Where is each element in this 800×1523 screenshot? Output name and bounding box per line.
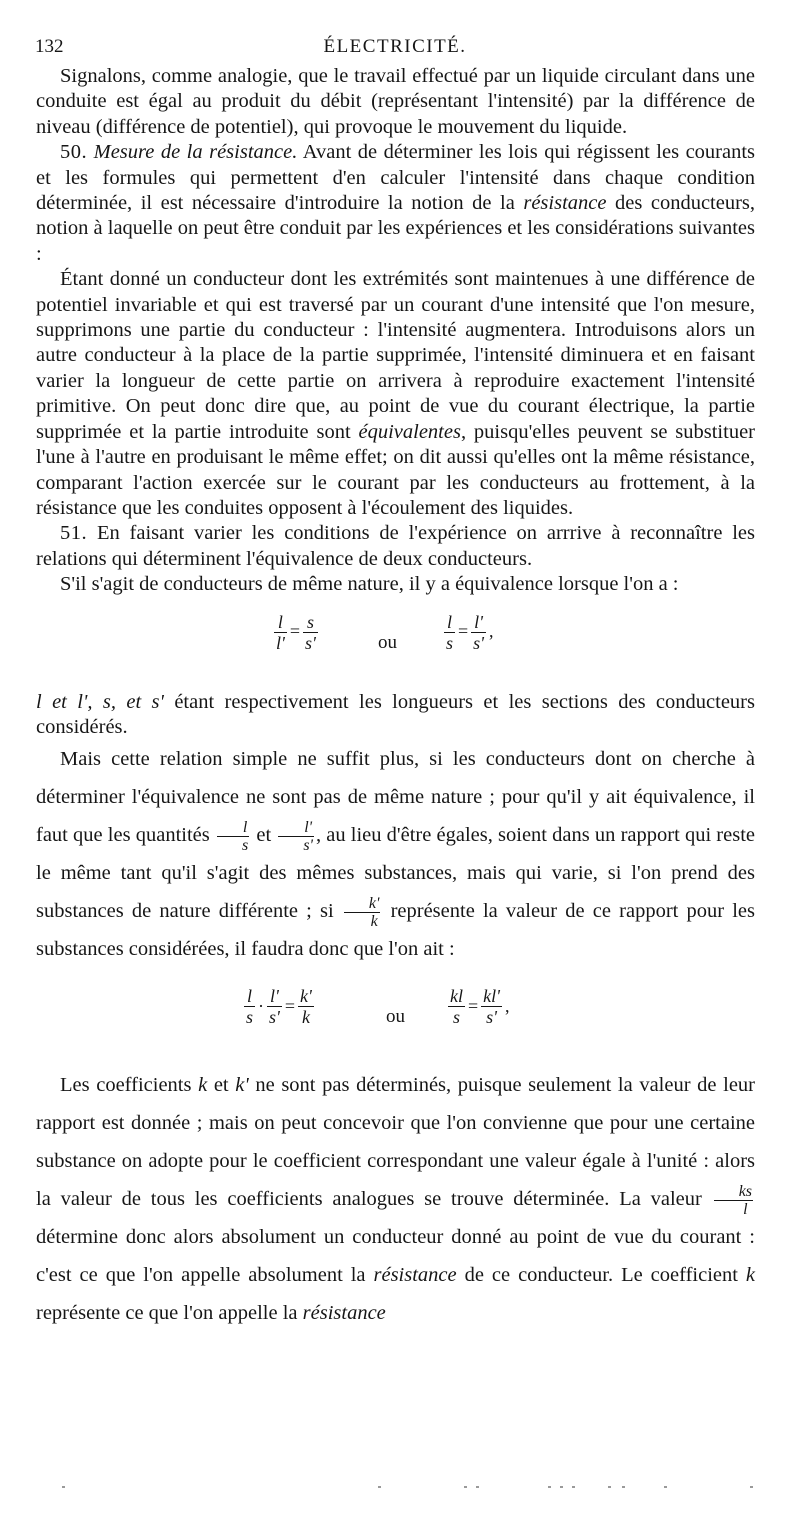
section-50-text-b: des conducteurs, notion à laquelle on peut être conduit par les expériences et les considérations suivantes : bbox=[36, 192, 756, 265]
scan-specks bbox=[60, 1486, 760, 1490]
formula-ou: ou bbox=[386, 1006, 405, 1028]
variables: l et l', s, et s' bbox=[36, 690, 164, 713]
paragraph-definitions bbox=[36, 690, 755, 741]
paragraph-coefficients-text-a: Les coefficients bbox=[60, 1074, 192, 1097]
section-title: Mesure de la résistance. bbox=[93, 141, 298, 164]
paragraph-conducteur-text-a: Étant donné un conducteur dont les extrémités sont maintenues à une différence de potentiel invariable et qui est traversé par un courant d'une intensité que l'on mesure, supprimons une partie du conducteur : l'intensité augmentera. Introduisons alors un autre conducteur à la place de la partie supprimée, l'intensité diminuera et en faisant varier la longueur de cette partie on arrivera à reproduire exactement l'intensité primitive. On peut donc dire que, au point de vue du courant électrique, la partie supprimée et la partie introduite sont bbox=[36, 268, 755, 443]
formula-left: $\frac{l}{l'}$ = $\frac{s}{s'}$ bbox=[276, 611, 316, 653]
paragraph-rapport-text-c: représente la valeur de ce rapport pour les substances considérées, il faudra donc que l'on ait : bbox=[36, 900, 756, 961]
section-51 bbox=[36, 521, 755, 572]
variable-k: k bbox=[198, 1074, 208, 1097]
paragraph-rapport bbox=[36, 740, 755, 968]
fraction: $\frac{s}{s'}$ bbox=[305, 611, 316, 653]
section-51-text: En faisant varier les conditions de l'expérience on arrrive à reconnaître les relations qui déterminent l'équivalence de deux conducteurs. bbox=[36, 522, 756, 570]
conjunction: et bbox=[256, 824, 272, 847]
variable-k: k bbox=[745, 1264, 756, 1287]
fraction: $\frac{kl}{s}$ bbox=[450, 986, 463, 1028]
fraction: $\frac{l'}{s'}$ bbox=[278, 819, 314, 854]
page-body bbox=[36, 64, 755, 1332]
fraction: $\frac{ks}{l}$ bbox=[714, 1183, 753, 1218]
paragraph-coefficients-text-e: représente ce que l'on appelle la bbox=[36, 1302, 298, 1325]
formula-right: $\frac{l}{s}$ = $\frac{l'}{s'}$ , bbox=[446, 611, 494, 653]
fraction: $\frac{l'}{s'}$ bbox=[473, 611, 485, 653]
section-number: 51. bbox=[60, 522, 88, 545]
paragraph-coefficients-text-d: de ce conducteur. Le coefficient bbox=[464, 1264, 738, 1287]
fraction: $\frac{kl'}{s'}$ bbox=[483, 986, 500, 1028]
fraction: $\frac{l'}{s'}$ bbox=[269, 986, 280, 1028]
paragraph-conducteur bbox=[36, 267, 755, 521]
running-title: ÉLECTRICITÉ. bbox=[323, 36, 467, 57]
term-resistance: résistance bbox=[302, 1302, 386, 1325]
fraction: $\frac{k'}{k}$ bbox=[344, 895, 381, 930]
paragraph-coefficients-text-b: ne sont pas déterminés, puisque seulement la valeur de leur rapport est donnée ; mais on peut concevoir que l'on convienne que pour une certaine substance on adopte pour le coefficient correspondant une valeur égale à l'unité : alors la valeur de tous les coefficients analogues se trouve déterminée. La valeur bbox=[36, 1074, 756, 1211]
paragraph-rapport-text-b: , au lieu d'être égales, soient dans un rapport qui reste le même tant qu'il s'agit des mêmes substances, mais qui varie, si l'on prend des substances de nature différente ; si bbox=[36, 824, 756, 923]
variable-k-prime: k' bbox=[235, 1074, 249, 1097]
term-resistance: résistance bbox=[523, 192, 607, 215]
section-50 bbox=[36, 140, 755, 267]
paragraph-coefficients-text-c: détermine donc alors absolument un conducteur donné au point de vue du courant : c'est ce que l'on appelle absolument la bbox=[36, 1226, 755, 1287]
fraction: $\frac{l}{s}$ bbox=[246, 986, 254, 1028]
paragraph-analogy: Signalons, comme analogie, que le travail effectué par un liquide circulant dans une conduite est égal au produit du débit (représentant l'intensité) par la différence de niveau (différence de potentiel), qui provoque le mouvement du liquide. bbox=[36, 65, 755, 138]
paragraph-meme-nature: S'il s'agit de conducteurs de même nature, il y a équivalence lorsque l'on a : bbox=[60, 573, 679, 596]
paragraph-coefficients bbox=[36, 1066, 755, 1332]
fraction: $\frac{l}{s}$ bbox=[217, 819, 249, 854]
formula-ou: ou bbox=[378, 631, 397, 653]
formula-equivalence bbox=[36, 608, 755, 676]
section-50-text-a: Avant de déterminer les lois qui régissent les courants et les formules qui permettent d'en calculer l'intensité dans chaque condition déterminée, il est nécessaire d'introduire la notion de la bbox=[36, 141, 756, 215]
paragraph-rapport-text-a: Mais cette relation simple ne suffit plus, si les conducteurs dont on cherche à déterminer l'équivalence ne sont pas de même nature ; pour qu'il y ait équivalence, il faut que les quantités bbox=[36, 748, 755, 847]
fraction: $\frac{l}{l'}$ bbox=[276, 611, 285, 653]
term-equivalentes: équivalentes bbox=[358, 420, 461, 443]
formula-right: $\frac{kl}{s}$ = $\frac{kl'}{s'}$ , bbox=[450, 986, 510, 1028]
term-resistance: résistance bbox=[373, 1264, 457, 1287]
fraction: $\frac{k'}{k}$ bbox=[300, 986, 312, 1028]
fraction: $\frac{l}{s}$ bbox=[446, 611, 454, 653]
formula-left: $\frac{l}{s}$ · $\frac{l'}{s'}$ = $\frac{k'}{k}$ bbox=[246, 986, 312, 1028]
formula-coefficients bbox=[36, 982, 755, 1048]
page-number: 132 bbox=[35, 36, 64, 57]
conjunction: et bbox=[213, 1074, 229, 1097]
section-number: 50. bbox=[60, 141, 88, 164]
paragraph-definitions-text: étant respectivement les longueurs et les sections des conducteurs considérés. bbox=[36, 690, 755, 738]
page-header bbox=[35, 34, 755, 60]
paragraph-conducteur-text-b: , puisqu'elles peuvent se substituer l'une à l'autre en produisant le même effet; on dit aussi qu'elles ont la même résistance, comparant l'action exercée sur le courant par les conducteurs au frottement, à la résistance que les conduites opposent à l'écoulement des liquides. bbox=[36, 420, 755, 519]
